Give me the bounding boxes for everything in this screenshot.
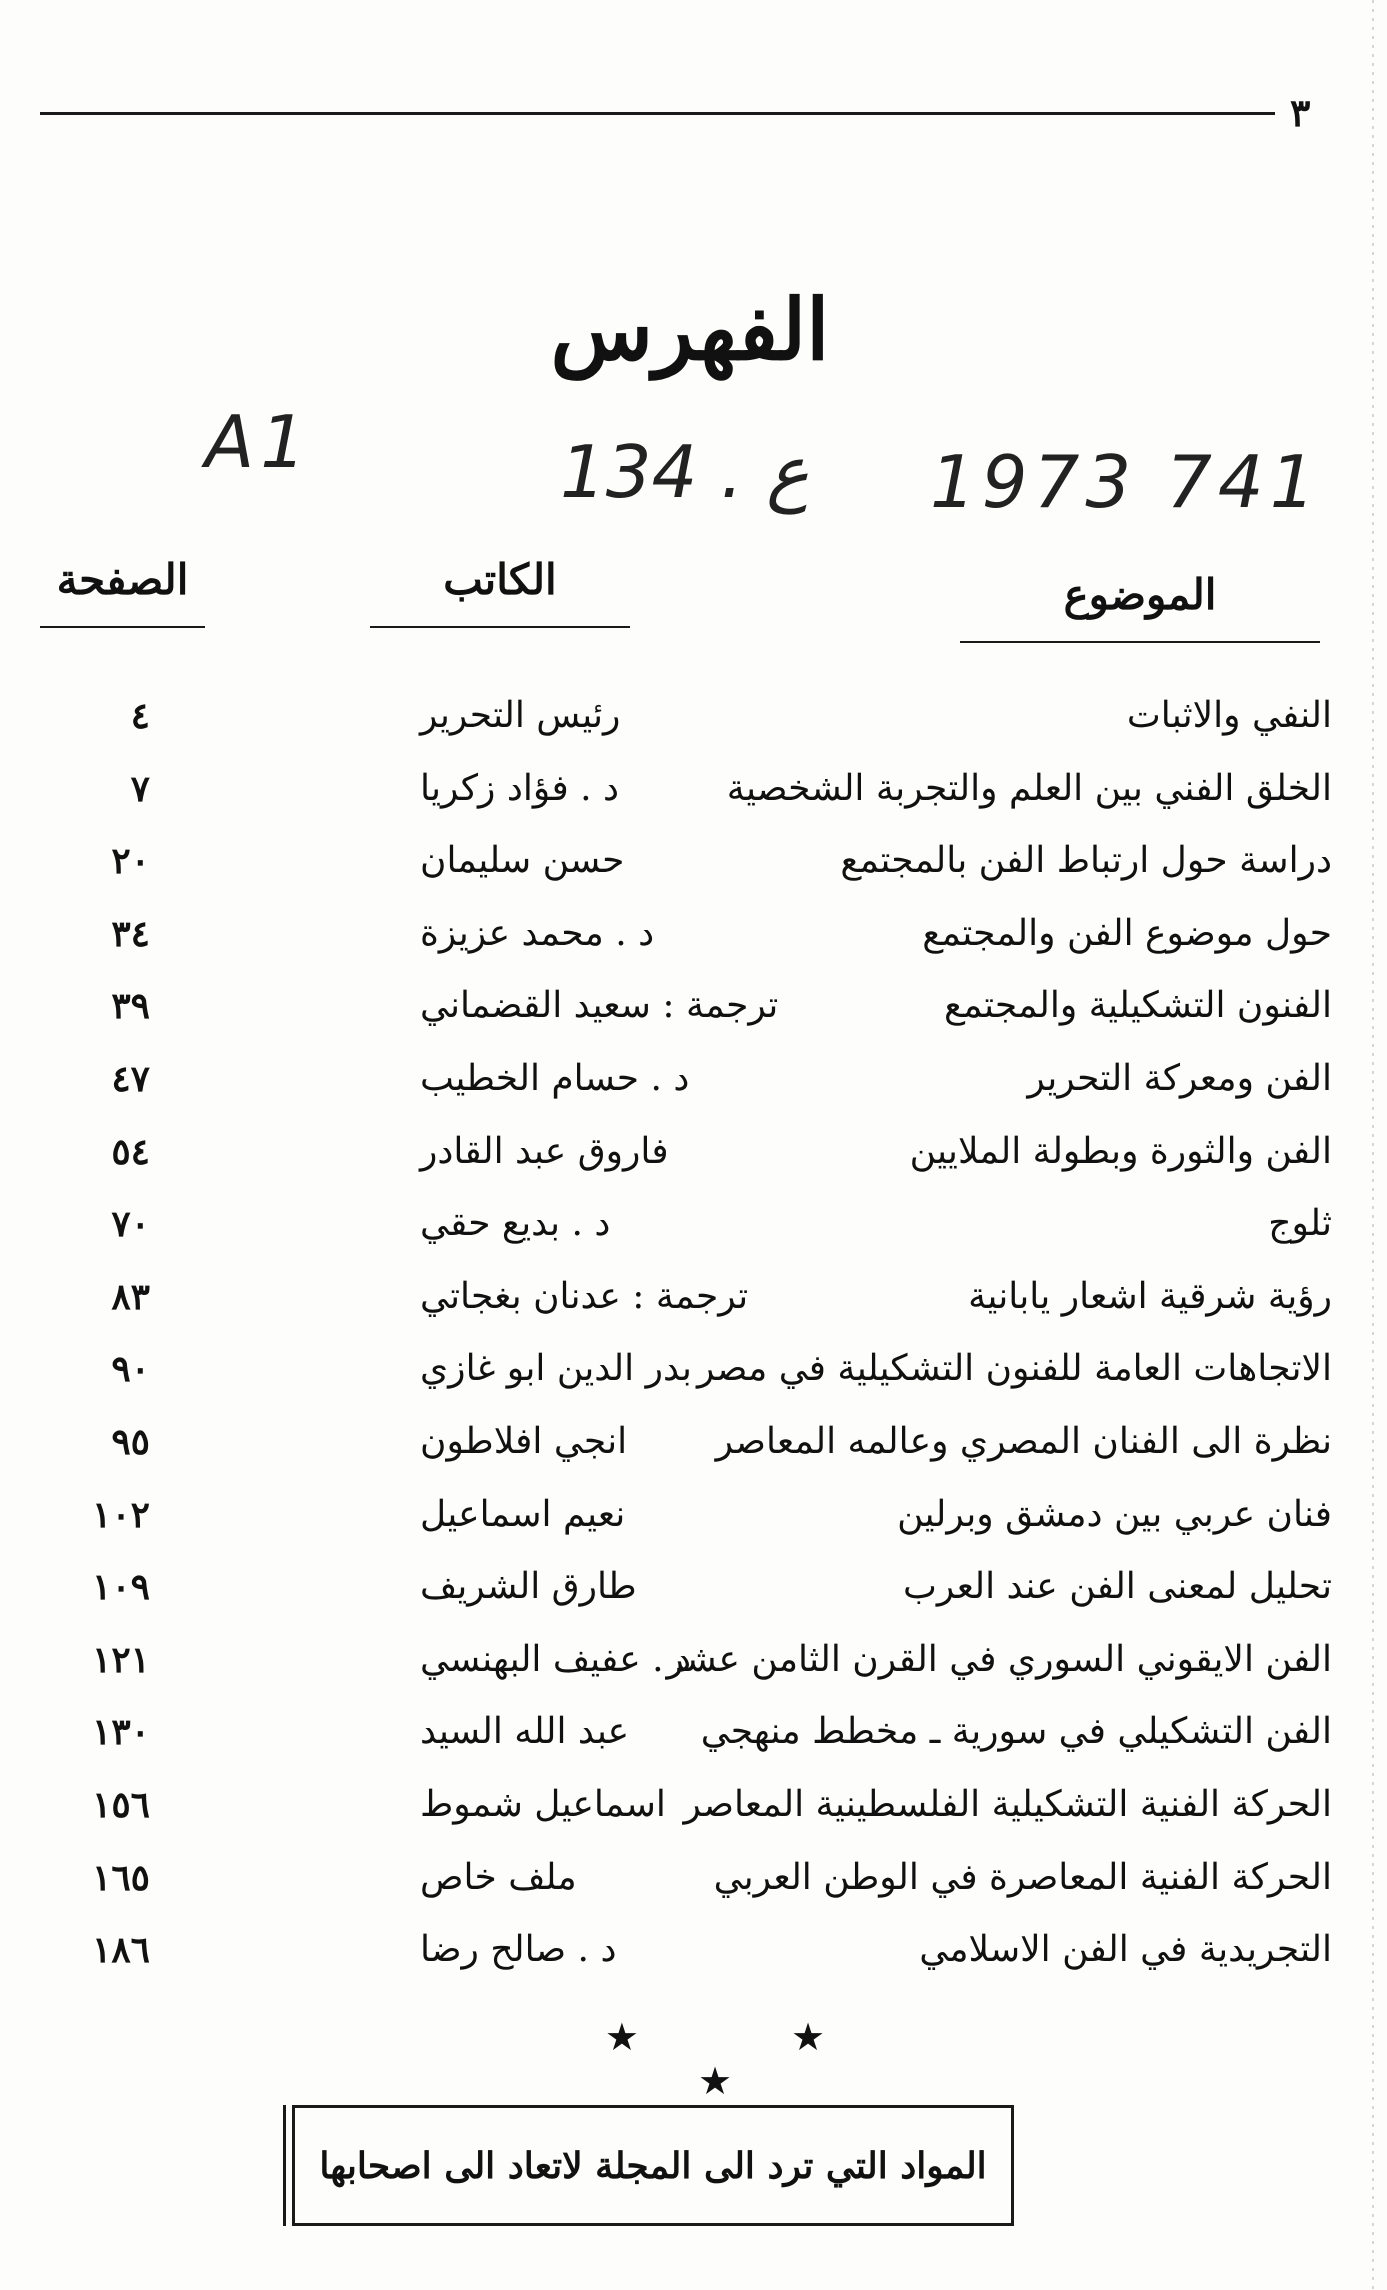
toc-page-number: ١٥٦ [91, 1783, 150, 1826]
toc-page-number: ٤ [130, 695, 150, 737]
toc-subject: الخلق الفني بين العلم والتجربة الشخصية [726, 767, 1332, 809]
toc-entry [0, 1489, 1387, 1562]
toc-author: حسن سليمان [420, 840, 625, 882]
toc-entry [0, 1416, 1387, 1489]
toc-page-number: ١٢١ [91, 1638, 150, 1681]
header-underline [370, 626, 630, 628]
toc-author: د . فؤاد زكريا [420, 767, 620, 809]
toc-subject: الحركة الفنية التشكيلية الفلسطينية المعاصر [683, 1783, 1332, 1825]
toc-entry [0, 1634, 1387, 1707]
toc-entry [0, 1924, 1387, 1997]
toc-author: ترجمة : سعيد القضماني [420, 985, 779, 1027]
toc-author: د . صالح رضا [420, 1929, 617, 1971]
toc-page-number: ٣٤ [111, 912, 150, 955]
toc-page-number: ١٦٥ [91, 1856, 150, 1899]
toc-author: د . حسام الخطيب [420, 1057, 690, 1099]
toc-author: اسماعيل شموط [420, 1783, 666, 1825]
toc-author: د . بديع حقي [420, 1203, 611, 1245]
toc-entry [0, 908, 1387, 981]
toc-page-number: ٣٩ [111, 985, 150, 1028]
column-header-label: الكاتب [443, 555, 557, 604]
toc-entry [0, 1852, 1387, 1925]
notice-box [292, 2105, 1014, 2226]
toc-subject: دراسة حول ارتباط الفن بالمجتمع [840, 840, 1332, 882]
notice-text: المواد التي ترد الى المجلة لاتعاد الى اصحابها [319, 2144, 987, 2187]
toc-subject: الفن التشكيلي في سورية ـ مخطط منهجي [700, 1711, 1332, 1753]
toc-entry [0, 1271, 1387, 1344]
toc-entry [0, 690, 1387, 763]
toc-author: ملف خاص [420, 1856, 577, 1898]
toc-subject: رؤية شرقية اشعار يابانية [968, 1275, 1332, 1317]
toc-page-number: ٩٠ [111, 1348, 150, 1391]
toc-subject: الفنون التشكيلية والمجتمع [944, 985, 1332, 1027]
table-of-contents [0, 690, 1387, 1997]
header-underline [960, 641, 1320, 643]
toc-subject: الحركة الفنية المعاصرة في الوطن العربي [713, 1856, 1332, 1898]
decorative-stars: ★ ★ ★ [604, 2015, 896, 2103]
toc-subject: الفن والثورة وبطولة الملايين [909, 1130, 1332, 1172]
toc-subject: فنان عربي بين دمشق وبرلين [897, 1493, 1332, 1535]
column-header-label: الصفحة [56, 555, 189, 604]
toc-entry [0, 1706, 1387, 1779]
toc-page-number: ٩٥ [111, 1420, 150, 1463]
toc-author: فاروق عبد القادر [420, 1130, 669, 1172]
toc-page-number: ١٠٩ [91, 1566, 150, 1609]
toc-entry [0, 1779, 1387, 1852]
toc-page-number: ٥٤ [111, 1130, 150, 1173]
toc-entry [0, 835, 1387, 908]
toc-entry [0, 1198, 1387, 1271]
page-number: ٣ [1290, 90, 1311, 135]
column-header-label: الموضوع [1063, 570, 1217, 619]
toc-entry [0, 1053, 1387, 1126]
toc-page-number: ١٣٠ [91, 1711, 150, 1754]
toc-page-number: ٧٠ [111, 1203, 150, 1246]
toc-subject: تحليل لمعنى الفن عند العرب [902, 1566, 1332, 1608]
toc-subject: حول موضوع الفن والمجتمع [922, 912, 1332, 954]
toc-entry [0, 1126, 1387, 1199]
toc-author: انجي افلاطون [420, 1420, 628, 1462]
page-title: الفهرس [550, 280, 830, 379]
toc-author: نعيم اسماعيل [420, 1493, 626, 1535]
toc-page-number: ١٨٦ [91, 1929, 150, 1972]
column-header-subject [960, 570, 1320, 643]
toc-subject: التجريدية في الفن الاسلامي [919, 1929, 1332, 1971]
toc-entry [0, 980, 1387, 1053]
toc-author: د . عفيف البهنسي [420, 1638, 692, 1680]
toc-subject: الفن ومعركة التحرير [1027, 1057, 1332, 1099]
toc-page-number: ٤٧ [111, 1057, 150, 1100]
toc-entry [0, 763, 1387, 836]
header-underline [40, 626, 205, 628]
handwritten-note: 134 . ع [560, 430, 810, 514]
toc-author: طارق الشريف [420, 1566, 637, 1608]
toc-subject: الاتجاهات العامة للفنون التشكيلية في مصر [696, 1348, 1332, 1390]
toc-author: رئيس التحرير [420, 695, 621, 736]
toc-page-number: ٨٣ [111, 1275, 150, 1318]
handwritten-note: 1973 741 [930, 440, 1322, 524]
toc-page-number: ٧ [130, 767, 150, 810]
toc-author: ترجمة : عدنان بغجاتي [420, 1275, 749, 1317]
toc-author: بدر الدين ابو غازي [420, 1348, 692, 1390]
toc-entry [0, 1343, 1387, 1416]
column-header-author [370, 555, 630, 628]
toc-page-number: ١٠٢ [91, 1493, 150, 1536]
toc-subject: ثلوج [1268, 1203, 1332, 1245]
handwritten-note: A1 [205, 400, 313, 484]
toc-subject: نظرة الى الفنان المصري وعالمه المعاصر [715, 1420, 1332, 1462]
toc-author: عبد الله السيد [420, 1711, 630, 1753]
column-header-page [40, 555, 205, 628]
toc-subject: الفن الايقوني السوري في القرن الثامن عشر [666, 1638, 1332, 1680]
scan-edge [1372, 0, 1374, 2290]
toc-subject: النفي والاثبات [1126, 695, 1332, 736]
top-rule [40, 112, 1275, 115]
toc-entry [0, 1561, 1387, 1634]
toc-page-number: ٢٠ [111, 840, 150, 883]
toc-author: د . محمد عزيزة [420, 912, 655, 954]
